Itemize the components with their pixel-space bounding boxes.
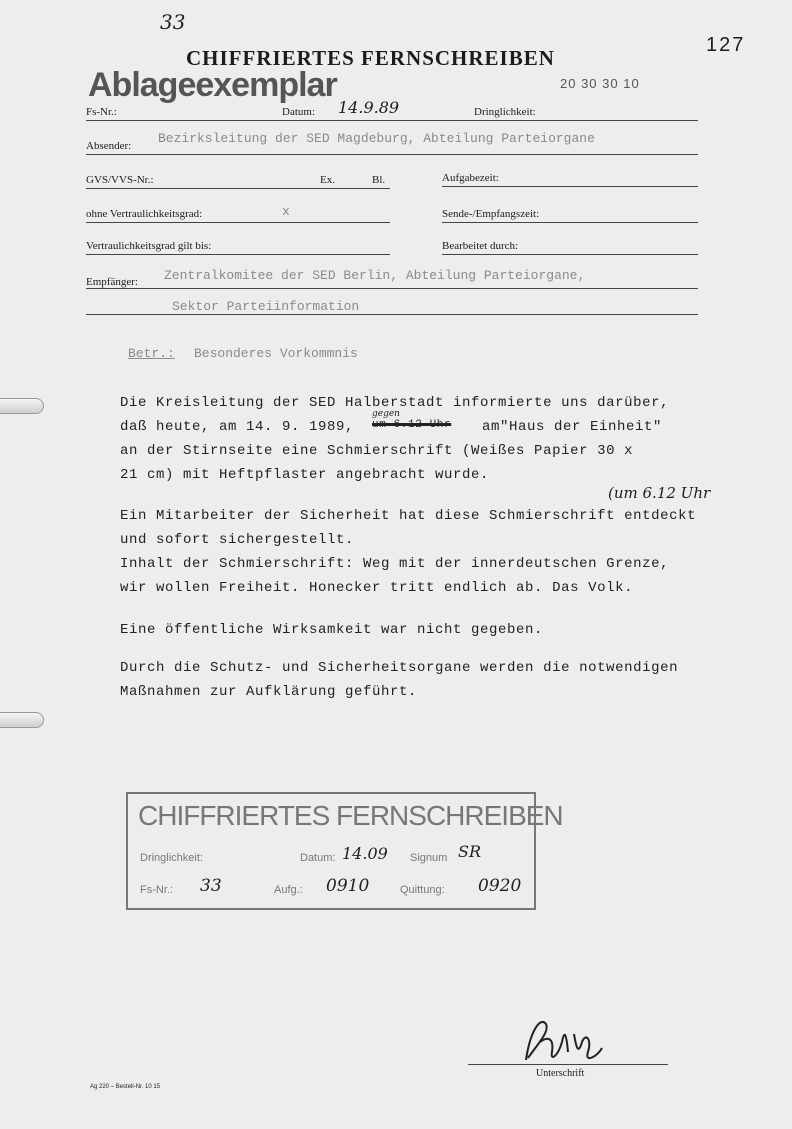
folio-number: 127 bbox=[706, 34, 746, 56]
body-p2-line3: Inhalt der Schmierschrift: Weg mit der innerdeutschen Grenze, bbox=[120, 556, 670, 572]
handwritten-signature bbox=[518, 1012, 608, 1070]
body-p4-line2: Maßnahmen zur Aufklärung geführt. bbox=[120, 684, 418, 700]
absender-value: Bezirksleitung der SED Magdeburg, Abteilung Parteiorgane bbox=[158, 131, 595, 146]
binder-clip-top bbox=[0, 398, 44, 414]
bl-label: Bl. bbox=[372, 174, 386, 186]
bearbeitet-durch-label: Bearbeitet durch: bbox=[442, 240, 519, 252]
absender-label: Absender: bbox=[86, 140, 132, 152]
betreff-value: Besonderes Vorkommnis bbox=[194, 346, 358, 361]
body-p4-line1: Durch die Schutz- und Sicherheitsorgane werden die notwendigen bbox=[120, 660, 679, 676]
signature-label: Unterschrift bbox=[536, 1068, 585, 1079]
handwritten-page-number: 33 bbox=[160, 10, 186, 34]
body-p1-line2-end: am"Haus der Einheit" bbox=[482, 419, 663, 435]
dringlichkeit-label: Dringlichkeit: bbox=[474, 106, 536, 118]
receipt-stamp-title: CHIFFRIERTES FERNSCHREIBEN bbox=[138, 800, 563, 831]
receipt-quittung-label: Quittung: bbox=[400, 884, 445, 896]
receipt-fs-nr-label: Fs-Nr.: bbox=[140, 884, 173, 896]
ablageexemplar-stamp: Ablageexemplar bbox=[88, 66, 337, 104]
empfaenger-line1: Zentralkomitee der SED Berlin, Abteilung Parteiorgane, bbox=[164, 268, 586, 283]
receipt-signum-value: SR bbox=[458, 842, 482, 861]
receipt-stamp bbox=[126, 792, 563, 910]
body-p3: Eine öffentliche Wirksamkeit war nicht gegeben. bbox=[120, 622, 544, 638]
struck-through-time: um 6.12 Uhr bbox=[372, 419, 452, 431]
receipt-dringlichkeit-label: Dringlichkeit: bbox=[140, 852, 203, 864]
empfaenger-label: Empfänger: bbox=[86, 276, 138, 288]
fs-nr-label: Fs-Nr.: bbox=[86, 106, 117, 118]
empfaenger-line2: Sektor Parteiinformation bbox=[172, 299, 360, 314]
body-p1-line2: daß heute, am 14. 9. 1989, bbox=[120, 419, 355, 435]
gvs-label: GVS/VVS-Nr.: bbox=[86, 174, 154, 186]
receipt-aufg-value: 0910 bbox=[326, 876, 370, 896]
receipt-datum-label: Datum: bbox=[300, 852, 336, 864]
handwritten-insert-time: (um 6.12 Uhr bbox=[608, 484, 711, 502]
form-number: Ag 220 – Bestell-Nr. 10 15 bbox=[90, 1084, 161, 1090]
document-title: CHIFFRIERTES FERNSCHREIBEN bbox=[186, 46, 555, 70]
body-p2-line2: und sofort sichergestellt. bbox=[120, 532, 355, 548]
body-p2-line4: wir wollen Freiheit. Honecker tritt endlich ab. Das Volk. bbox=[120, 580, 634, 596]
body-p1-line1: Die Kreisleitung der SED Halberstadt informierte uns darüber, bbox=[120, 395, 670, 411]
receipt-datum-value: 14.09 bbox=[342, 844, 388, 863]
vertraulichkeitsgrad-gilt-bis-label: Vertraulichkeitsgrad gilt bis: bbox=[86, 240, 212, 252]
betreff-label: Betr.: bbox=[128, 346, 175, 361]
receipt-aufg-label: Aufg.: bbox=[274, 884, 303, 896]
code-numbers: 20 30 30 10 bbox=[560, 76, 640, 91]
receipt-fs-nr-value: 33 bbox=[200, 876, 222, 896]
body-p1-line3: an der Stirnseite eine Schmierschrift (Weißes Papier 30 x bbox=[120, 443, 634, 459]
receipt-quittung-value: 0920 bbox=[478, 876, 522, 896]
body-p2-line1: Ein Mitarbeiter der Sicherheit hat diese Schmierschrift entdeckt bbox=[120, 508, 697, 524]
aufgabezeit-label: Aufgabezeit: bbox=[442, 172, 499, 184]
handwritten-insert-gegen: gegen bbox=[372, 409, 400, 419]
binder-clip-bottom bbox=[0, 712, 44, 728]
receipt-signum-label: Signum bbox=[410, 852, 448, 864]
sende-empfangszeit-label: Sende-/Empfangszeit: bbox=[442, 208, 540, 220]
body-p1-line4: 21 cm) mit Heftpflaster angebracht wurde. bbox=[120, 467, 490, 483]
datum-value: 14.9.89 bbox=[338, 98, 400, 117]
ohne-vertraulichkeitsgrad-value: x bbox=[282, 204, 290, 219]
ohne-vertraulichkeitsgrad-label: ohne Vertraulichkeitsgrad: bbox=[86, 208, 203, 220]
datum-label: Datum: bbox=[282, 106, 315, 118]
ex-label: Ex. bbox=[320, 174, 335, 186]
